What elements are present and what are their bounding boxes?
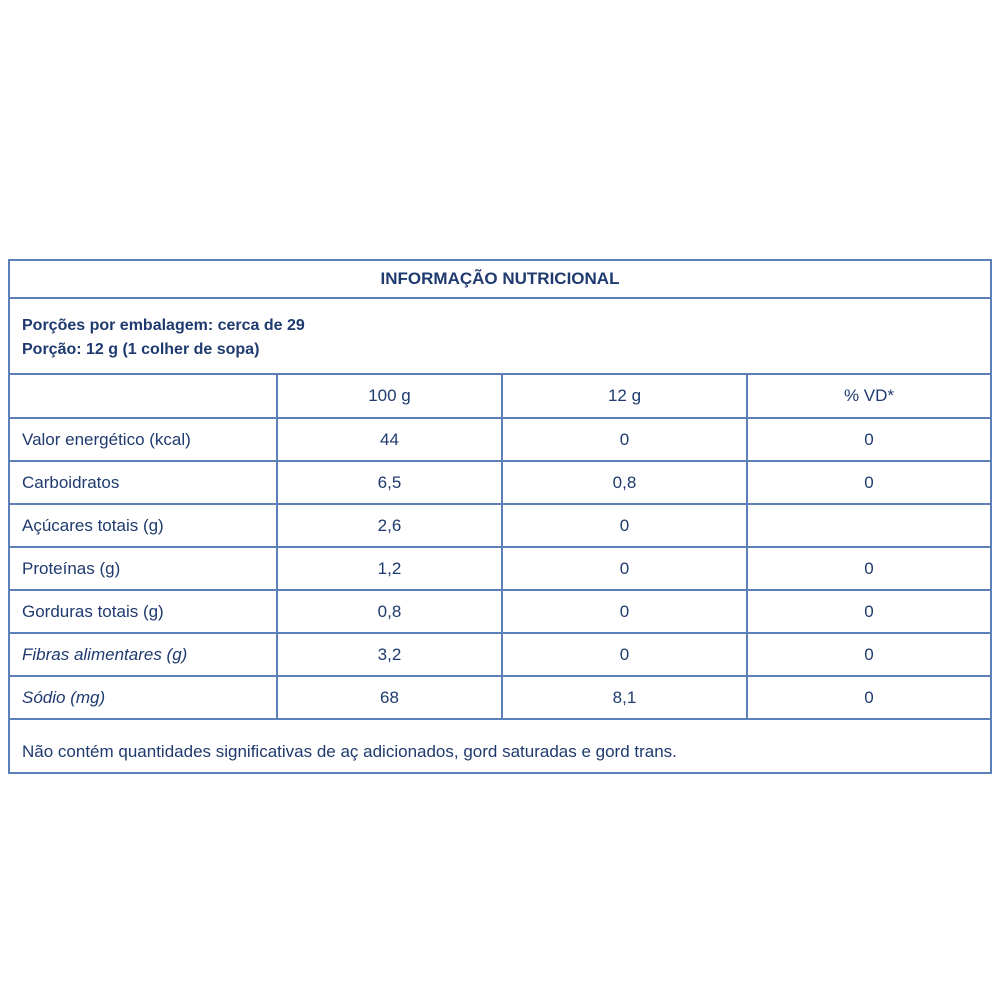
nutrient-name: Valor energético (kcal) [10,418,277,461]
nutrient-name: Sódio (mg) [10,676,277,719]
value-daily-percent [747,504,990,547]
value-daily-percent: 0 [747,418,990,461]
value-100g: 68 [277,676,502,719]
nutrient-name: Proteínas (g) [10,547,277,590]
table-row [10,504,990,547]
header-row [10,375,990,418]
table-row [10,676,990,719]
table-title: INFORMAÇÃO NUTRICIONAL [10,261,990,299]
value-100g: 1,2 [277,547,502,590]
nutrition-facts-table [8,259,992,774]
nutrient-name: Carboidratos [10,461,277,504]
serving-size: Porção: 12 g (1 colher de sopa) [22,341,260,358]
nutrient-grid [10,375,990,720]
servings-per-package: Porções por embalagem: cerca de 29 [22,317,305,334]
table-row [10,590,990,633]
value-100g: 3,2 [277,633,502,676]
value-100g: 6,5 [277,461,502,504]
value-daily-percent: 0 [747,590,990,633]
table-row [10,547,990,590]
value-serving: 0 [502,418,747,461]
column-header-daily-value: % VD* [747,375,990,418]
footnote: Não contém quantidades significativas de aç adicionados, gord saturadas e gord trans. [22,741,677,761]
value-serving: 0,8 [502,461,747,504]
value-serving: 0 [502,590,747,633]
value-serving: 0 [502,633,747,676]
value-daily-percent: 0 [747,633,990,676]
column-header-nutrient [10,375,277,418]
value-daily-percent: 0 [747,461,990,504]
value-serving: 0 [502,504,747,547]
column-header-serving: 12 g [502,375,747,418]
column-header-100g: 100 g [277,375,502,418]
table-row [10,418,990,461]
portion-info [10,299,990,375]
table-row [10,461,990,504]
value-100g: 44 [277,418,502,461]
value-serving: 8,1 [502,676,747,719]
value-100g: 2,6 [277,504,502,547]
table-row [10,633,990,676]
nutrient-name: Gorduras totais (g) [10,590,277,633]
value-daily-percent: 0 [747,676,990,719]
value-100g: 0,8 [277,590,502,633]
nutrient-name: Açúcares totais (g) [10,504,277,547]
value-serving: 0 [502,547,747,590]
value-daily-percent: 0 [747,547,990,590]
nutrient-name: Fibras alimentares (g) [10,633,277,676]
